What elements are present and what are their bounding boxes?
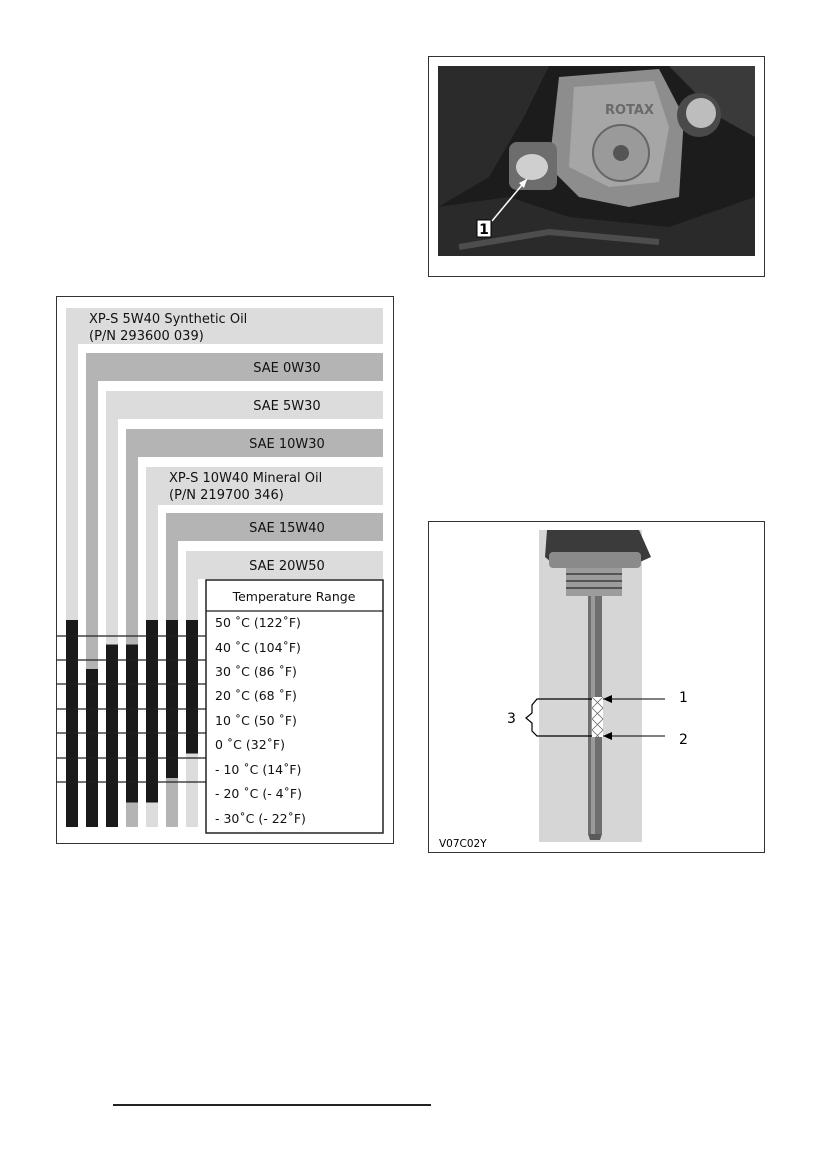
oil-viscosity-chart bbox=[56, 296, 394, 844]
oil-temperature-range-bar bbox=[146, 620, 158, 803]
oil-band-part-number: (P/N 219700 346) bbox=[169, 488, 284, 503]
temperature-label: - 20 ˚C (- 4˚F) bbox=[215, 786, 302, 801]
temperature-label: 10 ˚C (50 ˚F) bbox=[215, 713, 297, 728]
rotax-brand-mark: ROTAX bbox=[605, 103, 655, 118]
oil-band-label: XP-S 10W40 Mineral Oil bbox=[169, 471, 323, 486]
figure-code: V07C02Y bbox=[439, 838, 487, 850]
oil-temperature-range-bar bbox=[86, 669, 98, 827]
temperature-range-header: Temperature Range bbox=[232, 589, 356, 604]
oil-temperature-range-bar bbox=[106, 645, 118, 828]
engine-oil-cap-photo bbox=[429, 57, 763, 275]
temperature-label: 30 ˚C (86 ˚F) bbox=[215, 664, 297, 679]
oil-temperature-range-bar bbox=[126, 645, 138, 803]
oil-band-label: SAE 15W40 bbox=[249, 521, 325, 536]
temperature-label: - 30˚C (- 22˚F) bbox=[215, 811, 306, 826]
dipstick-callout-3: 3 bbox=[507, 711, 516, 727]
dipstick-photo-frame bbox=[428, 521, 765, 853]
engine-oil-cap-photo-frame bbox=[428, 56, 765, 277]
oil-temperature-range-bar bbox=[66, 620, 78, 827]
temperature-label: 40 ˚C (104˚F) bbox=[215, 640, 301, 655]
dipstick-photo bbox=[429, 522, 763, 851]
engine-callout-1: 1 bbox=[479, 222, 489, 238]
footnote-rule bbox=[113, 1104, 431, 1106]
oil-temperature-range-bar bbox=[166, 620, 178, 778]
oil-band-label: XP-S 5W40 Synthetic Oil bbox=[89, 312, 248, 327]
oil-band-part-number: (P/N 293600 039) bbox=[89, 329, 204, 344]
oil-viscosity-chart-svg bbox=[57, 297, 393, 843]
temperature-label: - 10 ˚C (14˚F) bbox=[215, 762, 302, 777]
oil-band-label: SAE 5W30 bbox=[253, 399, 321, 414]
oil-band bbox=[106, 391, 383, 419]
dipstick-callout-2: 2 bbox=[679, 732, 688, 748]
temperature-label: 50 ˚C (122˚F) bbox=[215, 615, 301, 630]
temperature-label: 20 ˚C (68 ˚F) bbox=[215, 688, 297, 703]
oil-band bbox=[86, 353, 383, 381]
dipstick-callout-1: 1 bbox=[679, 690, 688, 706]
oil-band-label: SAE 10W30 bbox=[249, 437, 325, 452]
temperature-label: 0 ˚C (32˚F) bbox=[215, 737, 285, 752]
oil-band-label: SAE 20W50 bbox=[249, 559, 325, 574]
oil-band-label: SAE 0W30 bbox=[253, 361, 321, 376]
